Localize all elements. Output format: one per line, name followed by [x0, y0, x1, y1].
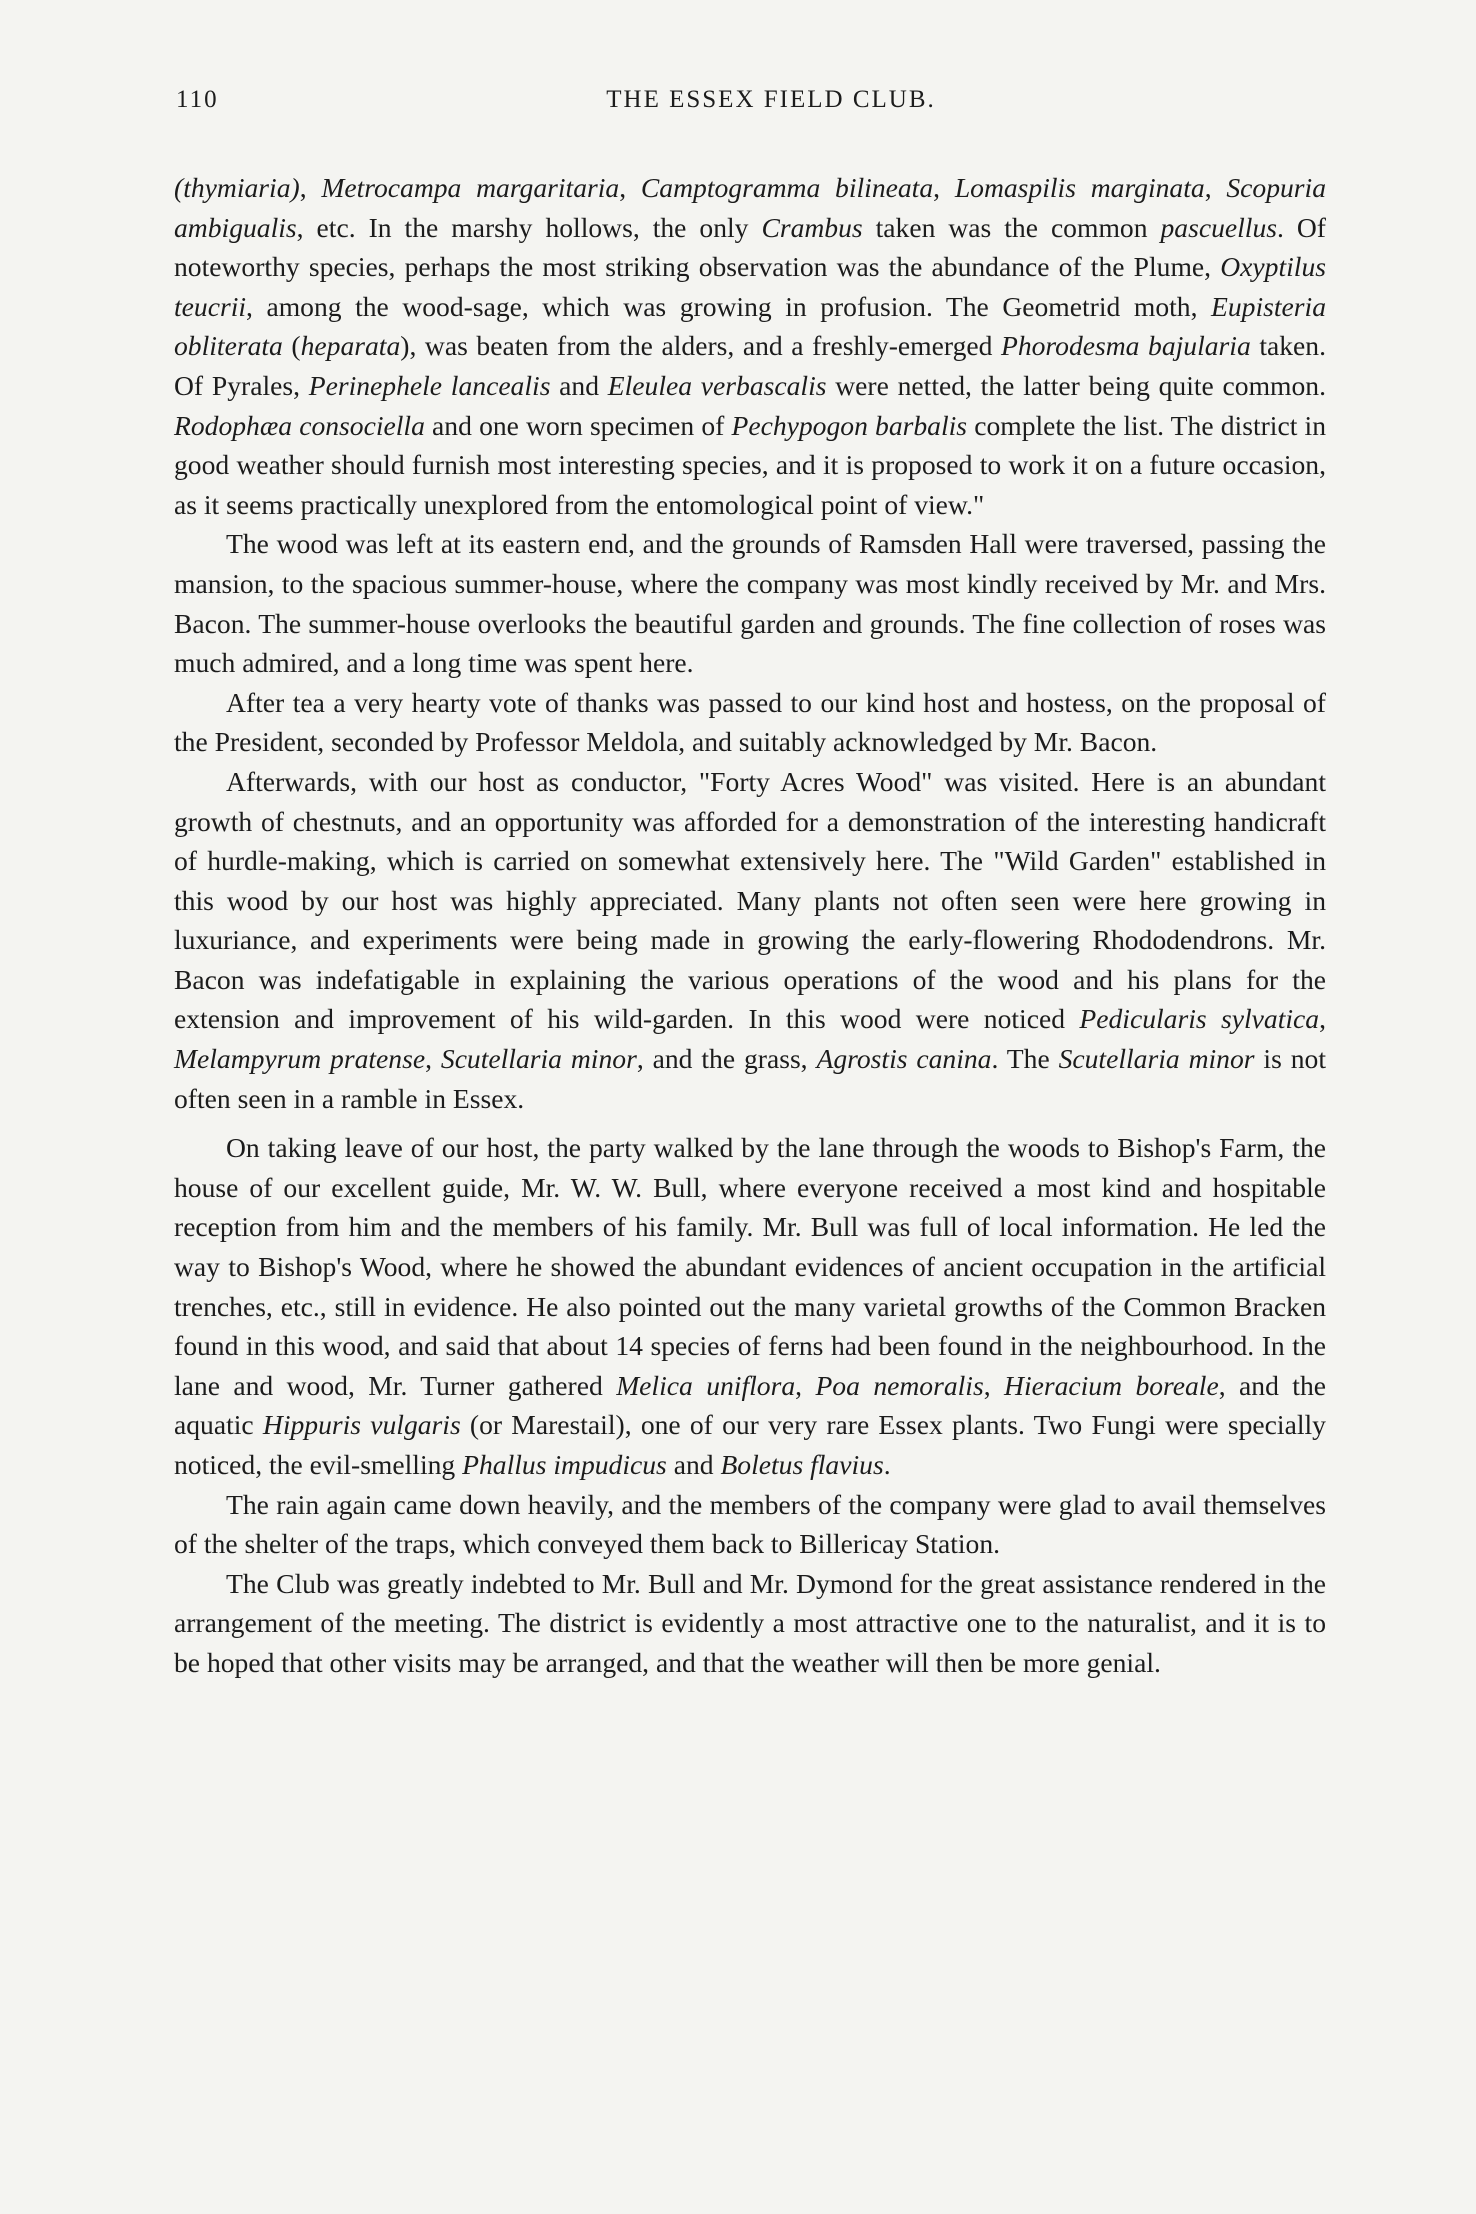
paragraph — [174, 1485, 1326, 1564]
italic-text: Hieracium boreale — [1004, 1369, 1219, 1401]
text-run: were netted, the latter being quite common. — [826, 369, 1327, 401]
text-run: is not often seen in a ramble in Essex. — [174, 1043, 1326, 1114]
italic-text: pascuellus — [1160, 211, 1277, 243]
text-run: , — [983, 1369, 1005, 1401]
text-run: , — [299, 172, 322, 203]
italic-text: Rodophæa consociella — [174, 409, 425, 441]
text-run: After tea a very hearty vote of thanks was passed to our kind host and hostess, on the proposal of the President, seconded by Professor Meldola, and suitably acknowledged by Mr. Bacon. — [174, 686, 1326, 758]
paragraph — [174, 762, 1326, 1118]
text-run: , — [1319, 1003, 1326, 1035]
text-run: taken. Of Pyrales, — [174, 330, 1326, 401]
text-run: , and the aquatic — [174, 1369, 1326, 1441]
text-run: The wood was left at its eastern end, and the grounds of Ramsden Hall were traversed, passing the mansion, to the spacious summer-house, where the company was most kindly received by Mr. and Mrs. Bacon. The summer-house overlooks the beautiful garden and grounds. The fine collection of roses was much admired, and a long time was spent here. — [174, 528, 1326, 679]
text-run: , — [619, 172, 641, 203]
text-run: , — [425, 1043, 441, 1075]
italic-text: heparata — [300, 330, 401, 362]
body-text — [174, 168, 1326, 1683]
italic-text: Scutellaria minor — [440, 1043, 637, 1075]
italic-text: Camptogramma bilineata — [640, 172, 934, 203]
paragraph — [174, 683, 1326, 762]
paragraph — [174, 1128, 1326, 1484]
italic-text: Eleulea verbascalis — [607, 369, 827, 401]
italic-text: Hippuris vulgaris — [262, 1409, 461, 1441]
text-run: , and the grass, — [636, 1043, 817, 1075]
paragraph — [174, 168, 1326, 524]
italic-text: Phallus impudicus — [462, 1449, 667, 1480]
text-run: . The — [991, 1043, 1059, 1075]
italic-text: Eupisteria obliterata — [174, 290, 1326, 362]
italic-text: Scutellaria minor — [1058, 1043, 1255, 1075]
italic-text: Perinephele lancealis — [308, 369, 551, 401]
page-number: 110 — [176, 86, 219, 113]
text-run: (or Marestail), one of our very rare Essex plants. Two Fungi were specially noticed, the evil-smelling — [174, 1409, 1326, 1480]
italic-text: Oxyptilus teucrii — [174, 251, 1326, 322]
italic-text: Boletus flavius — [720, 1449, 884, 1480]
paragraph — [174, 524, 1326, 682]
running-head: THE ESSEX FIELD CLUB. — [606, 86, 936, 113]
text-run: and — [666, 1449, 721, 1480]
text-run: ( — [282, 330, 301, 362]
text-run: The Club was greatly indebted to Mr. Bull and Mr. Dymond for the great assistance rendered in the arrangement of the meeting. The district is evidently a most attractive one to the naturalist, and it is to be hoped that other visits may be arranged, and that the weather will then be more genial. — [174, 1567, 1326, 1678]
italic-text: Phorodesma bajularia — [1000, 330, 1251, 362]
text-run: . Of noteworthy species, perhaps the most striking observation was the abundance of the Plume, — [174, 211, 1326, 283]
italic-text: Poa nemoralis — [815, 1369, 984, 1401]
text-run: taken was the common — [862, 211, 1161, 243]
text-run: , among the wood-sage, which was growing in profusion. The Geometrid moth, — [246, 290, 1212, 322]
text-run: complete the list. The district in good weather should furnish most interesting species, and it is proposed to work it on a future occasion, as it seems practically unexplored from the entomological point of view." — [174, 409, 1327, 520]
text-run: The rain again came down heavily, and the members of the company were glad to avail themselves of the shelter of the traps, which conveyed them back to Billericay Station. — [174, 1488, 1326, 1560]
italic-text: (thymiaria) — [174, 172, 300, 203]
text-run: and one worn specimen of — [424, 409, 732, 441]
text-run: , — [795, 1369, 816, 1401]
text-run: . — [883, 1449, 891, 1480]
italic-text: Pedicularis sylvatica — [1079, 1003, 1320, 1035]
italic-text: Pechypogon barbalis — [731, 409, 968, 441]
text-run: , etc. In the marshy hollows, the only — [296, 211, 762, 243]
text-run: Afterwards, with our host as conductor, "Forty Acres Wood" was visited. Here is an abundant growth of chestnuts, and an opportunity was afforded for a demonstration of the interesting handicraft of hurdle-making, which is carried on somewhat extensively here. The "Wild Garden" established in this wood by our host was highly appreciated. Many plants not often seen were here growing in luxuriance, and experiments were being made in growing the early-flowering Rhododendrons. Mr. Bacon was indefatigable in explaining the various operations of the wood and his plans for the extension and improvement of his wild-garden. In this wood were noticed — [174, 765, 1326, 1035]
paragraph — [174, 1564, 1326, 1683]
text-run: On taking leave of our host, the party walked by the lane through the woods to Bishop's Farm, the house of our excellent guide, Mr. W. W. Bull, where everyone received a most kind and hospitable reception from him and the members of his family. Mr. Bull was full of local information. He led the way to Bishop's Wood, where he showed the abundant evidences of ancient occupation in the artificial trenches, etc., still in evidence. He also pointed out the many varietal growths of the Common Bracken found in this wood, and said that about 14 species of ferns had been found in the neighbourhood. In the lane and wood, Mr. Turner gathered — [174, 1132, 1326, 1401]
italic-text: Metrocampa margaritaria — [321, 172, 620, 203]
page-header — [176, 86, 1326, 126]
text-run: ), was beaten from the alders, and a freshly-emerged — [400, 330, 1001, 362]
text-run: , — [1204, 172, 1227, 203]
italic-text: Melica uniflora — [616, 1369, 796, 1401]
text-run: and — [550, 369, 608, 401]
italic-text: Crambus — [761, 211, 863, 243]
italic-text: Agrostis canina — [816, 1043, 992, 1075]
italic-text: Scopuria ambigualis — [174, 172, 1326, 243]
text-run: , — [933, 172, 955, 203]
italic-text: Melampyrum pratense — [174, 1043, 426, 1075]
italic-text: Lomaspilis marginata — [954, 172, 1205, 203]
